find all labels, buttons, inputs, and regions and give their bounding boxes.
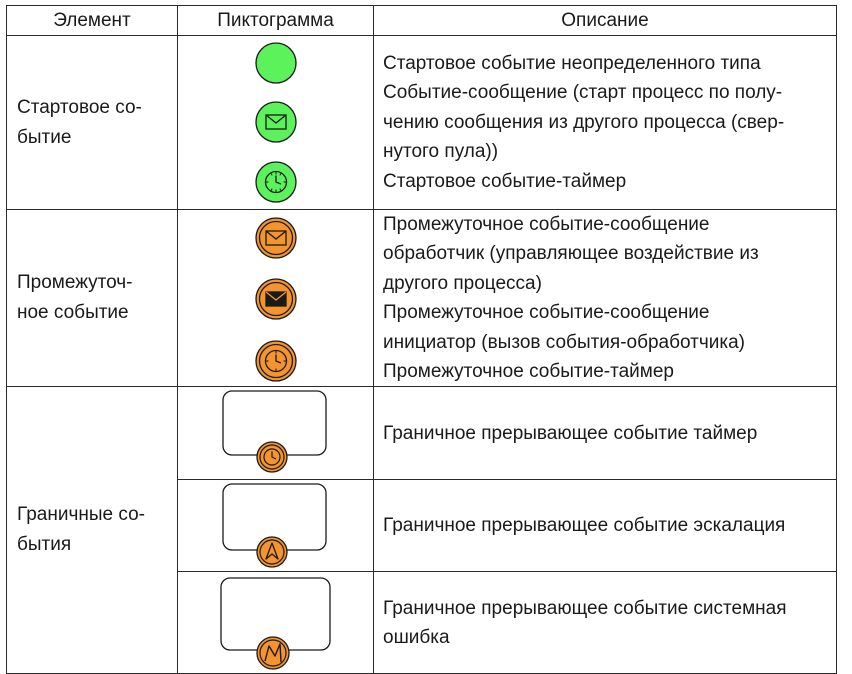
icons-boundary-timer	[178, 387, 374, 480]
description-boundary-timer: Граничное прерывающее событие таймер	[374, 387, 837, 480]
row-start-event	[7, 36, 837, 210]
header-element: Элемент	[7, 6, 178, 36]
icons-boundary-error	[178, 572, 374, 674]
intermediate-catch-envelope-icon	[254, 216, 298, 260]
element-intermediate-event: Промежуточ- ное событие	[7, 210, 178, 387]
icons-intermediate-event	[178, 210, 374, 387]
row-intermediate-event	[7, 210, 837, 387]
intermediate-timer-clock-icon	[254, 339, 298, 383]
element-start-event: Стартовое со- бытие	[7, 36, 178, 210]
description-boundary-escalation: Граничное прерывающее событие эскалация	[374, 480, 837, 572]
header-description: Описание	[374, 6, 837, 36]
start-message-envelope-icon	[254, 100, 298, 144]
start-timer-clock-icon	[254, 160, 298, 204]
bpmn-events-table	[6, 5, 837, 674]
row-boundary-timer	[7, 387, 837, 480]
start-plain-circle-icon	[254, 41, 298, 85]
description-boundary-error: Граничное прерывающее событие системная ошибка	[374, 572, 837, 674]
description-intermediate-event: Промежуточное событие-сообщение обработчик (управляющее воздействие из другого процесса) Промежуточное событие-сообщение инициатор (вызов события-обработчика) Промежуточное событие-таймер	[374, 210, 837, 387]
intermediate-throw-envelope-icon	[254, 277, 298, 321]
description-start-event: Стартовое событие неопределенного типа Событие-сообщение (старт процесс по полу- чению сообщения из другого процесса (свер- нутого пула)) Стартовое событие-таймер	[374, 36, 837, 210]
boundary-timer-task-icon	[221, 390, 331, 476]
icons-boundary-escalation	[178, 480, 374, 572]
boundary-error-task-icon	[219, 576, 333, 672]
boundary-escalation-task-icon	[221, 483, 331, 569]
header-icon: Пиктограмма	[178, 6, 374, 36]
header-row	[7, 6, 837, 36]
icons-start-event	[178, 36, 374, 210]
element-boundary-event: Граничные со- бытия	[7, 387, 178, 674]
